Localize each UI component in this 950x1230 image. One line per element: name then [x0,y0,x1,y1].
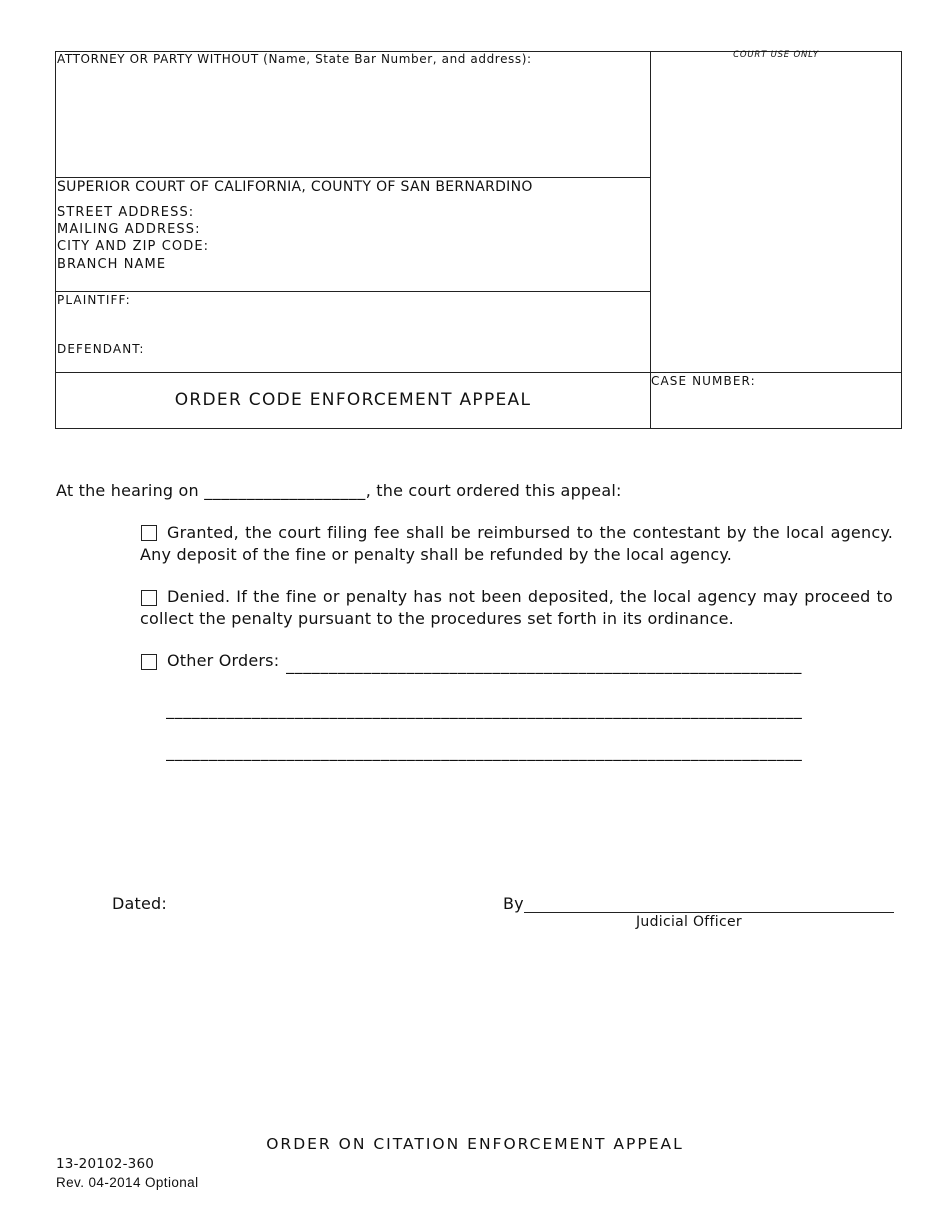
hearing-line [56,481,622,500]
plaintiff-label: PLAINTIFF: [57,293,131,307]
other-orders-line-2[interactable]: __________________________________________________________________________ [166,700,803,719]
form-title: ORDER CODE ENFORCEMENT APPEAL [174,390,532,410]
defendant-label: DEFENDANT: [57,342,145,356]
dated-label: Dated: [112,894,167,913]
hearing-date-field[interactable]: ___________________ [204,481,366,500]
city-zip-label: CITY AND ZIP CODE: [57,239,210,254]
dated-field[interactable] [170,892,470,914]
street-address-label: STREET ADDRESS: [57,205,195,220]
revision-label: Rev. 04-2014 Optional [56,1175,199,1190]
hearing-suffix: , the court ordered this appeal: [365,481,622,500]
other-orders-checkbox[interactable] [141,654,157,670]
case-number-field[interactable] [652,392,900,426]
attorney-label: ATTORNEY OR PARTY WITHOUT (Name, State Bar Number, and address): [57,52,532,66]
hearing-prefix: At the hearing on [56,481,199,500]
judicial-officer-label: Judicial Officer [636,914,742,930]
granted-text: Granted, the court filing fee shall be reimbursed to the contestant by the local agency. Any deposit of the fine or penalty shall be refunded by the local agency. [140,523,893,564]
other-orders-line-3[interactable]: __________________________________________________________________________ [166,742,803,761]
other-orders-line-1[interactable]: ____________________________________________________________ [286,655,802,674]
branch-name-label: BRANCH NAME [57,257,167,272]
by-label: By [503,894,524,913]
signature-line[interactable] [524,912,894,913]
court-use-only-label: COURT USE ONLY [733,50,819,60]
case-number-label: CASE NUMBER: [651,374,756,388]
attorney-field[interactable] [57,70,647,174]
footer-title: ORDER ON CITATION ENFORCEMENT APPEAL [266,1135,684,1153]
mailing-address-label: MAILING ADDRESS: [57,222,201,237]
denied-text: Denied. If the fine or penalty has not been deposited, the local agency may proceed to collect the penalty pursuant to the procedures set forth in its ordinance. [140,587,893,628]
court-name: SUPERIOR COURT OF CALIFORNIA, COUNTY OF SAN BERNARDINO [57,179,533,195]
form-number: 13-20102-360 [56,1156,155,1172]
other-orders-label: Other Orders: [167,651,280,670]
